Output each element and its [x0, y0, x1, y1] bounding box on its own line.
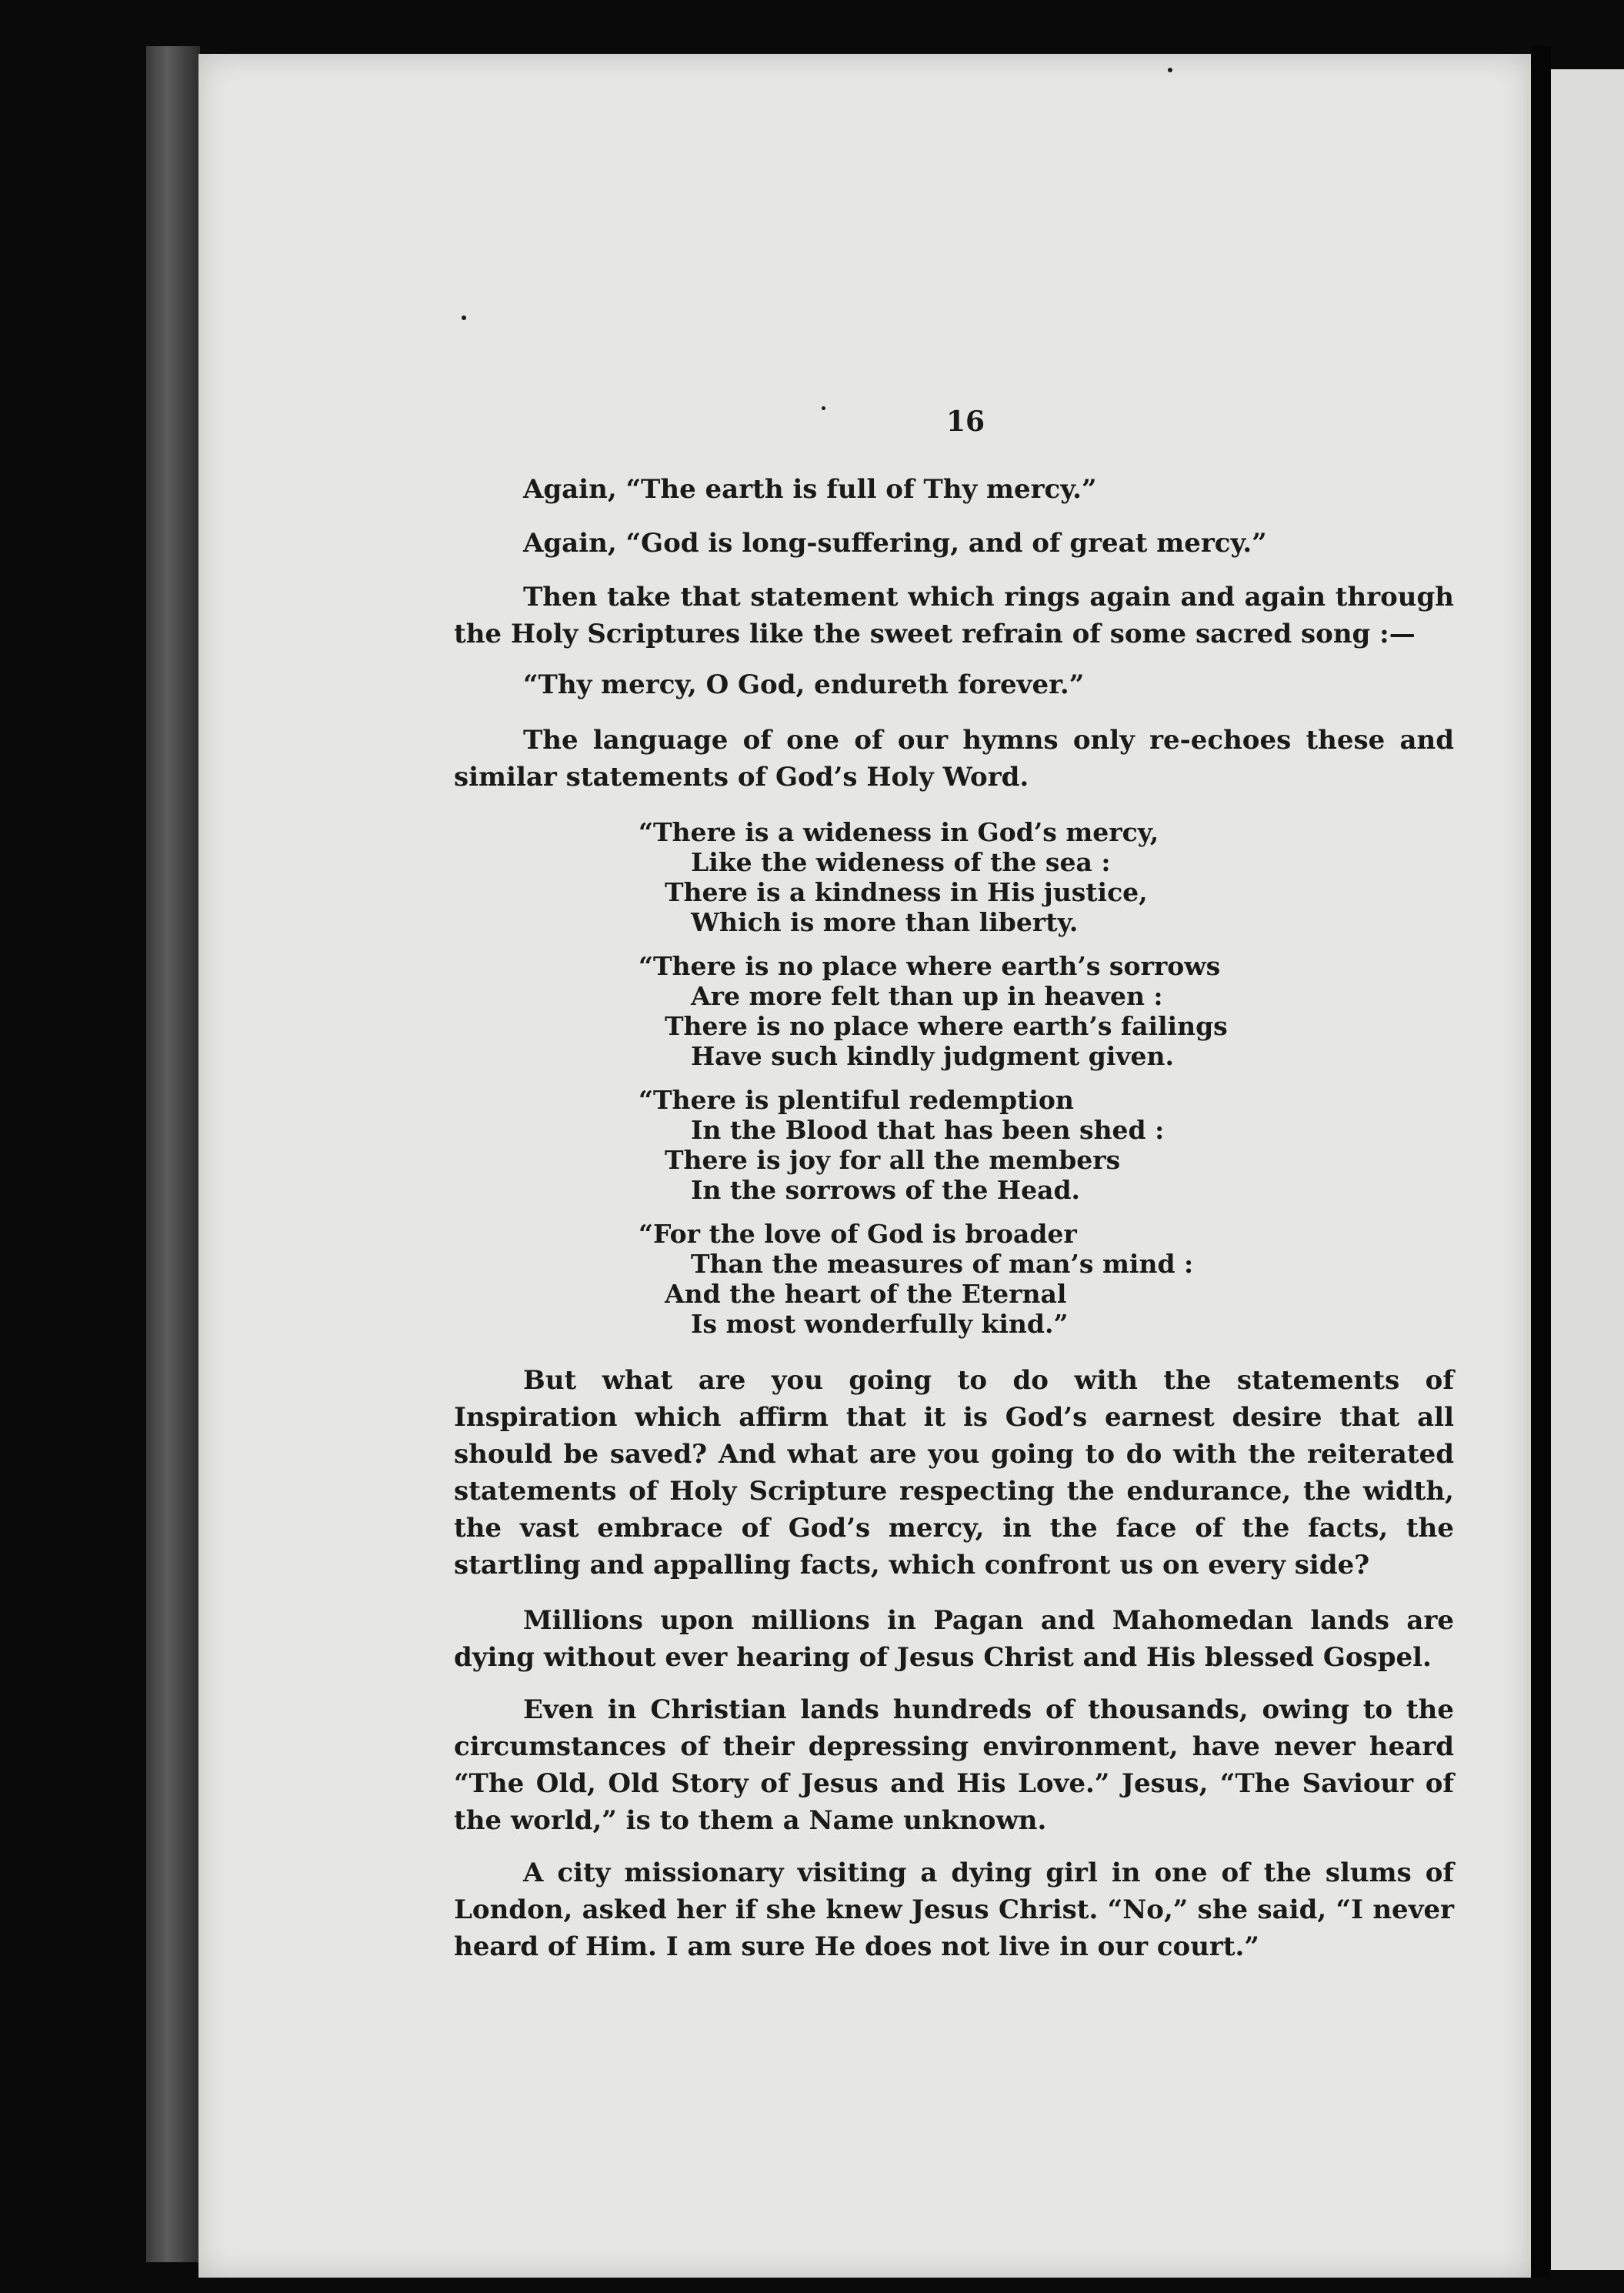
hymn-line: There is no place where earth’s failings: [665, 1011, 1228, 1041]
hymn-stanza: [639, 1219, 1254, 1339]
scan-speck: [462, 315, 466, 320]
hymn-line: There is a kindness in His justice,: [665, 877, 1148, 907]
paragraph: “Thy mercy, O God, endureth forever.”: [523, 669, 1085, 700]
book-gutter: [1531, 46, 1551, 2278]
hymn-line: Have such kindly judgment given.: [691, 1041, 1175, 1071]
paragraph: But what are you going to do with the statements of Inspiration which affirm that it is God’s earnest desire that all should be saved? And what are you going to do with the reiterated statements of Holy Scripture respecting the endurance, the width, the vast embrace of God’s mercy, in the face of the facts, the startling and appalling facts, which confront us on every side?: [454, 1365, 1454, 1580]
paragraph: Millions upon millions in Pagan and Mahomedan lands are dying without ever hearing of Jesus Christ and His blessed Gospel.: [454, 1605, 1454, 1673]
paragraph: Even in Christian lands hundreds of thousands, owing to the circumstances of their depressing environment, have never heard “The Old, Old Story of Jesus and His Love.” Jesus, “The Saviour of the world,” is to them a Name unknown.: [454, 1694, 1454, 1836]
hymn-line: Is most wonderfully kind.”: [691, 1309, 1069, 1339]
adjacent-page-edge: [1551, 69, 1624, 2270]
hymn-line: There is joy for all the members: [665, 1145, 1121, 1175]
hymn-stanza: [639, 1085, 1254, 1205]
paragraph: Again, “The earth is full of Thy mercy.”: [523, 474, 1097, 505]
hymn-line: And the heart of the Eternal: [665, 1279, 1067, 1309]
book-cover-edge: [146, 46, 200, 2262]
hymn-line: In the Blood that has been shed :: [691, 1115, 1165, 1145]
hymn: [639, 817, 1254, 1353]
hymn-line: “There is a wideness in God’s mercy,: [639, 817, 1159, 847]
hymn-line: Which is more than liberty.: [691, 907, 1079, 937]
hymn-stanza: [639, 951, 1254, 1071]
hymn-stanza: [639, 817, 1254, 937]
paragraph: Then take that statement which rings again and again through the Holy Scriptures like the sweet refrain of some sacred song :—: [454, 582, 1454, 649]
scan-speck: [1168, 68, 1172, 72]
paragraph: Again, “God is long-suffering, and of great mercy.”: [523, 528, 1267, 559]
hymn-line: Are more felt than up in heaven :: [691, 981, 1163, 1011]
hymn-line: “There is no place where earth’s sorrows: [639, 951, 1221, 981]
page-number: 16: [946, 406, 985, 438]
paragraph: The language of one of our hymns only re-echoes these and similar statements of God’s Holy Word.: [454, 725, 1454, 793]
paragraph: A city missionary visiting a dying girl in one of the slums of London, asked her if she knew Jesus Christ. “No,” she said, “I never heard of Him. I am sure He does not live in our court.”: [454, 1857, 1454, 1962]
hymn-line: Like the wideness of the sea :: [691, 847, 1111, 877]
hymn-line: “For the love of God is broader: [639, 1219, 1077, 1249]
scan-speck: [822, 406, 825, 410]
hymn-line: “There is plentiful redemption: [639, 1085, 1074, 1115]
hymn-line: Than the measures of man’s mind :: [691, 1249, 1194, 1279]
hymn-line: In the sorrows of the Head.: [691, 1175, 1081, 1205]
